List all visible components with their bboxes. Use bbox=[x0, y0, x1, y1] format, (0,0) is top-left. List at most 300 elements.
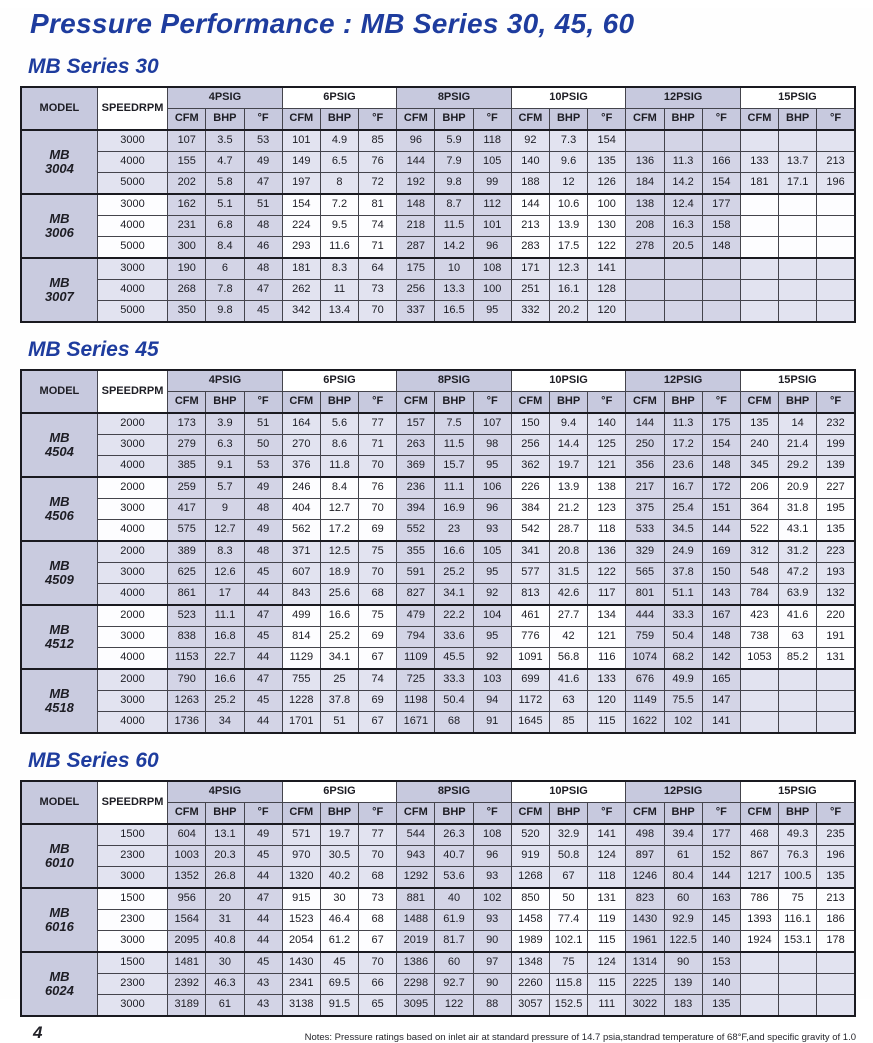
pressure-group-header: 4PSIG bbox=[168, 370, 283, 392]
data-cell: 49.9 bbox=[664, 669, 702, 691]
data-cell: 126 bbox=[588, 173, 626, 195]
data-cell bbox=[740, 237, 778, 259]
data-cell: 8.4 bbox=[206, 237, 244, 259]
data-cell: 268 bbox=[168, 280, 206, 301]
data-cell: 20.5 bbox=[664, 237, 702, 259]
data-cell: 25.2 bbox=[435, 563, 473, 584]
data-cell: 47 bbox=[244, 605, 282, 627]
data-cell: 94 bbox=[473, 691, 511, 712]
table-section bbox=[0, 749, 873, 1017]
data-cell: 162 bbox=[168, 194, 206, 216]
data-cell: 16.1 bbox=[549, 280, 587, 301]
data-cell: 47 bbox=[244, 280, 282, 301]
sub-column-header: CFM bbox=[511, 392, 549, 414]
model-name-line2: 4504 bbox=[44, 444, 74, 459]
data-cell: 95 bbox=[473, 456, 511, 478]
data-cell: 217 bbox=[626, 477, 664, 499]
data-cell: 115 bbox=[588, 712, 626, 734]
data-cell: 7.9 bbox=[435, 152, 473, 173]
data-cell: 123 bbox=[588, 499, 626, 520]
data-cell: 1228 bbox=[282, 691, 320, 712]
data-cell: 53.6 bbox=[435, 867, 473, 889]
footer-notes: Notes: Pressure ratings based on inlet air at standard pressure of 14.7 psia,standrad temperature of 68°F,and specific gravity of 1.0 bbox=[304, 1032, 856, 1043]
data-cell: 155 bbox=[168, 152, 206, 173]
data-cell: 9.4 bbox=[549, 413, 587, 435]
data-cell bbox=[702, 130, 740, 152]
data-cell bbox=[779, 952, 817, 974]
data-cell bbox=[817, 130, 855, 152]
data-cell: 191 bbox=[817, 627, 855, 648]
data-cell: 49 bbox=[244, 477, 282, 499]
data-cell: 75.5 bbox=[664, 691, 702, 712]
data-cell: 85 bbox=[549, 712, 587, 734]
data-cell: 90 bbox=[473, 931, 511, 953]
data-cell: 102 bbox=[473, 888, 511, 910]
sub-column-header: CFM bbox=[168, 109, 206, 131]
sub-column-header: BHP bbox=[664, 109, 702, 131]
data-cell: 142 bbox=[702, 648, 740, 670]
data-cell: 74 bbox=[359, 216, 397, 237]
data-cell: 76 bbox=[359, 477, 397, 499]
data-cell: 130 bbox=[588, 216, 626, 237]
data-cell: 152 bbox=[702, 846, 740, 867]
data-cell: 838 bbox=[168, 627, 206, 648]
data-cell: 75 bbox=[359, 605, 397, 627]
data-cell: 73 bbox=[359, 280, 397, 301]
data-cell: 92 bbox=[473, 584, 511, 606]
data-cell: 369 bbox=[397, 456, 435, 478]
sub-column-header: BHP bbox=[435, 109, 473, 131]
data-cell bbox=[817, 194, 855, 216]
data-cell bbox=[779, 712, 817, 734]
model-name-line2: 6010 bbox=[44, 855, 74, 870]
data-cell: 7.8 bbox=[206, 280, 244, 301]
data-cell: 97 bbox=[473, 952, 511, 974]
data-cell bbox=[740, 280, 778, 301]
data-cell: 67 bbox=[359, 648, 397, 670]
data-cell: 50 bbox=[549, 888, 587, 910]
data-cell: 1292 bbox=[397, 867, 435, 889]
data-cell: 101 bbox=[282, 130, 320, 152]
data-cell: 3.9 bbox=[206, 413, 244, 435]
data-cell: 1268 bbox=[511, 867, 549, 889]
data-cell: 44 bbox=[244, 931, 282, 953]
data-cell: 132 bbox=[817, 584, 855, 606]
data-cell: 144 bbox=[702, 867, 740, 889]
rpm-cell: 4000 bbox=[97, 520, 167, 542]
data-cell: 394 bbox=[397, 499, 435, 520]
data-cell bbox=[740, 974, 778, 995]
data-cell: 44 bbox=[244, 584, 282, 606]
data-cell: 522 bbox=[740, 520, 778, 542]
sub-column-header: BHP bbox=[320, 109, 358, 131]
data-cell: 897 bbox=[626, 846, 664, 867]
data-cell: 1314 bbox=[626, 952, 664, 974]
model-column-header: MODEL bbox=[21, 781, 97, 824]
data-cell bbox=[779, 691, 817, 712]
pressure-group-header: 12PSIG bbox=[626, 781, 741, 803]
data-cell bbox=[702, 258, 740, 280]
data-cell: 173 bbox=[168, 413, 206, 435]
data-cell: 95 bbox=[473, 563, 511, 584]
data-cell: 332 bbox=[511, 301, 549, 323]
rpm-cell: 3000 bbox=[97, 258, 167, 280]
data-cell: 45 bbox=[320, 952, 358, 974]
data-cell: 135 bbox=[817, 520, 855, 542]
data-cell: 25.6 bbox=[320, 584, 358, 606]
data-cell: 136 bbox=[626, 152, 664, 173]
model-name-line2: 4512 bbox=[44, 636, 74, 651]
data-cell bbox=[779, 280, 817, 301]
data-cell: 128 bbox=[588, 280, 626, 301]
data-cell: 31.8 bbox=[779, 499, 817, 520]
data-cell: 9.1 bbox=[206, 456, 244, 478]
data-cell: 12.7 bbox=[206, 520, 244, 542]
data-cell: 68 bbox=[359, 584, 397, 606]
data-cell: 61 bbox=[206, 995, 244, 1017]
data-cell: 17.1 bbox=[779, 173, 817, 195]
data-cell: 1386 bbox=[397, 952, 435, 974]
data-cell: 61.2 bbox=[320, 931, 358, 953]
data-cell: 40.8 bbox=[206, 931, 244, 953]
data-cell: 7.3 bbox=[549, 130, 587, 152]
data-cell: 158 bbox=[702, 216, 740, 237]
data-cell bbox=[779, 130, 817, 152]
data-cell: 11.3 bbox=[664, 152, 702, 173]
data-cell: 843 bbox=[282, 584, 320, 606]
data-cell: 31.5 bbox=[549, 563, 587, 584]
data-cell bbox=[817, 712, 855, 734]
data-cell: 43 bbox=[244, 995, 282, 1017]
data-cell: 9.6 bbox=[549, 152, 587, 173]
data-cell: 40.7 bbox=[435, 846, 473, 867]
data-cell: 60 bbox=[435, 952, 473, 974]
sub-column-header: °F bbox=[359, 109, 397, 131]
data-cell: 141 bbox=[702, 712, 740, 734]
model-cell bbox=[21, 194, 97, 258]
data-cell: 50 bbox=[244, 435, 282, 456]
data-cell: 1924 bbox=[740, 931, 778, 953]
data-cell: 183 bbox=[664, 995, 702, 1017]
rpm-cell: 2000 bbox=[97, 413, 167, 435]
data-cell: 11.5 bbox=[435, 216, 473, 237]
model-cell bbox=[21, 824, 97, 888]
model-name-line2: 3004 bbox=[44, 161, 74, 176]
data-cell: 96 bbox=[473, 846, 511, 867]
data-cell: 63 bbox=[779, 627, 817, 648]
data-cell: 8.3 bbox=[320, 258, 358, 280]
speed-label-line1: SPEED bbox=[101, 795, 139, 808]
data-cell: 133 bbox=[588, 669, 626, 691]
model-name-line1: MB bbox=[49, 969, 70, 985]
sub-column-header: BHP bbox=[206, 392, 244, 414]
data-cell: 13.3 bbox=[435, 280, 473, 301]
data-cell: 350 bbox=[168, 301, 206, 323]
data-cell: 300 bbox=[168, 237, 206, 259]
sections bbox=[0, 55, 873, 1017]
sub-column-header: CFM bbox=[626, 392, 664, 414]
rpm-cell: 1500 bbox=[97, 888, 167, 910]
rpm-cell: 2000 bbox=[97, 669, 167, 691]
model-name-line1: MB bbox=[49, 275, 70, 291]
data-cell: 98 bbox=[473, 435, 511, 456]
data-cell: 1481 bbox=[168, 952, 206, 974]
data-cell: 148 bbox=[702, 627, 740, 648]
page-title: Pressure Performance : MB Series 30, 45, 60 bbox=[30, 8, 635, 39]
pressure-group-header: 8PSIG bbox=[397, 87, 512, 109]
sub-column-header: CFM bbox=[626, 109, 664, 131]
data-cell: 153.1 bbox=[779, 931, 817, 953]
data-cell: 102.1 bbox=[549, 931, 587, 953]
model-cell bbox=[21, 258, 97, 322]
data-cell: 250 bbox=[626, 435, 664, 456]
data-cell: 12.5 bbox=[320, 541, 358, 563]
data-cell: 91.5 bbox=[320, 995, 358, 1017]
data-cell: 145 bbox=[702, 910, 740, 931]
data-cell: 16.3 bbox=[664, 216, 702, 237]
data-cell: 68.2 bbox=[664, 648, 702, 670]
data-cell: 404 bbox=[282, 499, 320, 520]
rpm-cell: 3000 bbox=[97, 627, 167, 648]
data-cell bbox=[779, 194, 817, 216]
data-cell bbox=[740, 130, 778, 152]
data-cell: 6.5 bbox=[320, 152, 358, 173]
data-cell: 69 bbox=[359, 691, 397, 712]
pressure-group-header: 10PSIG bbox=[511, 781, 626, 803]
data-cell: 548 bbox=[740, 563, 778, 584]
pressure-group-header: 4PSIG bbox=[168, 781, 283, 803]
rpm-cell: 2000 bbox=[97, 541, 167, 563]
data-cell: 544 bbox=[397, 824, 435, 846]
data-cell: 193 bbox=[817, 563, 855, 584]
data-cell: 738 bbox=[740, 627, 778, 648]
speed-column-header bbox=[97, 370, 167, 413]
data-cell: 190 bbox=[168, 258, 206, 280]
data-cell: 6.3 bbox=[206, 435, 244, 456]
data-cell: 51.1 bbox=[664, 584, 702, 606]
data-cell: 122.5 bbox=[664, 931, 702, 953]
data-cell: 46.3 bbox=[206, 974, 244, 995]
data-cell: 11.5 bbox=[435, 435, 473, 456]
data-cell: 827 bbox=[397, 584, 435, 606]
data-cell: 103 bbox=[473, 669, 511, 691]
data-cell: 92.9 bbox=[664, 910, 702, 931]
data-cell: 67 bbox=[359, 712, 397, 734]
data-cell: 68 bbox=[359, 910, 397, 931]
data-cell: 76 bbox=[359, 152, 397, 173]
speed-label-line2: RPM bbox=[138, 795, 164, 808]
data-cell: 2095 bbox=[168, 931, 206, 953]
data-cell: 131 bbox=[817, 648, 855, 670]
model-name-line2: 3007 bbox=[44, 289, 74, 304]
data-cell: 417 bbox=[168, 499, 206, 520]
sub-column-header: BHP bbox=[549, 392, 587, 414]
data-cell: 69 bbox=[359, 627, 397, 648]
data-cell: 385 bbox=[168, 456, 206, 478]
data-cell: 76.3 bbox=[779, 846, 817, 867]
data-cell: 85.2 bbox=[779, 648, 817, 670]
data-cell bbox=[626, 301, 664, 323]
sub-column-header: BHP bbox=[320, 392, 358, 414]
sub-column-header: CFM bbox=[511, 803, 549, 825]
rpm-cell: 5000 bbox=[97, 173, 167, 195]
data-cell: 2392 bbox=[168, 974, 206, 995]
data-cell: 44 bbox=[244, 712, 282, 734]
data-cell: 75 bbox=[359, 541, 397, 563]
data-cell: 120 bbox=[588, 301, 626, 323]
data-cell: 17.2 bbox=[320, 520, 358, 542]
data-cell: 14 bbox=[779, 413, 817, 435]
data-cell: 814 bbox=[282, 627, 320, 648]
sub-column-header: BHP bbox=[664, 803, 702, 825]
data-cell: 105 bbox=[473, 152, 511, 173]
data-cell: 9 bbox=[206, 499, 244, 520]
data-cell: 124 bbox=[588, 952, 626, 974]
data-cell: 141 bbox=[588, 258, 626, 280]
data-cell: 861 bbox=[168, 584, 206, 606]
data-cell: 93 bbox=[473, 910, 511, 931]
data-cell: 48 bbox=[244, 216, 282, 237]
data-cell: 823 bbox=[626, 888, 664, 910]
data-cell: 32.9 bbox=[549, 824, 587, 846]
data-cell: 10.6 bbox=[549, 194, 587, 216]
data-cell: 364 bbox=[740, 499, 778, 520]
sub-column-header: °F bbox=[702, 803, 740, 825]
data-cell: 48 bbox=[244, 499, 282, 520]
data-cell: 13.1 bbox=[206, 824, 244, 846]
data-cell bbox=[664, 130, 702, 152]
sub-column-header: BHP bbox=[549, 109, 587, 131]
sub-column-header: CFM bbox=[282, 803, 320, 825]
data-cell: 604 bbox=[168, 824, 206, 846]
data-cell bbox=[817, 237, 855, 259]
data-cell bbox=[817, 669, 855, 691]
data-cell: 479 bbox=[397, 605, 435, 627]
data-cell: 14.4 bbox=[549, 435, 587, 456]
data-cell: 256 bbox=[397, 280, 435, 301]
table-section bbox=[0, 55, 873, 323]
sub-column-header: °F bbox=[817, 109, 855, 131]
data-cell: 1053 bbox=[740, 648, 778, 670]
data-cell: 93 bbox=[473, 520, 511, 542]
data-cell: 12 bbox=[549, 173, 587, 195]
data-cell: 1523 bbox=[282, 910, 320, 931]
data-cell: 42 bbox=[549, 627, 587, 648]
sub-column-header: CFM bbox=[282, 392, 320, 414]
data-cell: 20 bbox=[206, 888, 244, 910]
sub-column-header: °F bbox=[817, 392, 855, 414]
speed-column-header bbox=[97, 781, 167, 824]
speed-label-line1: SPEED bbox=[101, 101, 139, 114]
data-cell: 2341 bbox=[282, 974, 320, 995]
data-cell: 22.7 bbox=[206, 648, 244, 670]
data-cell: 150 bbox=[702, 563, 740, 584]
model-name-line1: MB bbox=[49, 430, 70, 446]
data-cell: 1172 bbox=[511, 691, 549, 712]
data-cell: 607 bbox=[282, 563, 320, 584]
sub-column-header: CFM bbox=[168, 803, 206, 825]
data-cell: 149 bbox=[282, 152, 320, 173]
data-cell: 231 bbox=[168, 216, 206, 237]
data-cell: 46 bbox=[244, 237, 282, 259]
catalog-page bbox=[0, 8, 873, 1043]
data-cell: 8.7 bbox=[435, 194, 473, 216]
rpm-cell: 3000 bbox=[97, 563, 167, 584]
data-cell: 218 bbox=[397, 216, 435, 237]
data-cell bbox=[740, 952, 778, 974]
data-cell: 34 bbox=[206, 712, 244, 734]
data-cell: 2019 bbox=[397, 931, 435, 953]
data-cell: 23 bbox=[435, 520, 473, 542]
data-cell: 44 bbox=[244, 910, 282, 931]
data-cell bbox=[817, 216, 855, 237]
data-cell: 63.9 bbox=[779, 584, 817, 606]
data-cell: 51 bbox=[244, 413, 282, 435]
sub-column-header: °F bbox=[473, 109, 511, 131]
sub-column-header: °F bbox=[702, 392, 740, 414]
data-cell: 10 bbox=[435, 258, 473, 280]
data-cell: 186 bbox=[817, 910, 855, 931]
data-cell: 112 bbox=[473, 194, 511, 216]
data-cell: 108 bbox=[473, 258, 511, 280]
data-cell: 8 bbox=[320, 173, 358, 195]
data-cell: 65 bbox=[359, 995, 397, 1017]
data-cell: 141 bbox=[588, 824, 626, 846]
data-cell: 1246 bbox=[626, 867, 664, 889]
performance-table bbox=[20, 780, 856, 1017]
sub-column-header: CFM bbox=[740, 803, 778, 825]
sub-column-header: °F bbox=[702, 109, 740, 131]
data-cell: 45 bbox=[244, 563, 282, 584]
data-cell: 20.9 bbox=[779, 477, 817, 499]
data-cell: 577 bbox=[511, 563, 549, 584]
data-cell: 70 bbox=[359, 456, 397, 478]
data-cell: 91 bbox=[473, 712, 511, 734]
data-cell: 1003 bbox=[168, 846, 206, 867]
data-cell: 45 bbox=[244, 691, 282, 712]
data-cell: 67 bbox=[549, 867, 587, 889]
data-cell: 181 bbox=[282, 258, 320, 280]
rpm-cell: 3000 bbox=[97, 995, 167, 1017]
data-cell: 813 bbox=[511, 584, 549, 606]
data-cell: 498 bbox=[626, 824, 664, 846]
data-cell: 251 bbox=[511, 280, 549, 301]
data-cell: 48 bbox=[244, 541, 282, 563]
data-cell: 92.7 bbox=[435, 974, 473, 995]
model-column-header: MODEL bbox=[21, 370, 97, 413]
data-cell: 115.8 bbox=[549, 974, 587, 995]
data-cell: 1458 bbox=[511, 910, 549, 931]
data-cell: 3189 bbox=[168, 995, 206, 1017]
pressure-group-header: 6PSIG bbox=[282, 370, 397, 392]
data-cell: 562 bbox=[282, 520, 320, 542]
data-cell: 64 bbox=[359, 258, 397, 280]
data-cell: 138 bbox=[588, 477, 626, 499]
data-cell: 227 bbox=[817, 477, 855, 499]
data-cell bbox=[702, 280, 740, 301]
data-cell: 461 bbox=[511, 605, 549, 627]
data-cell: 100.5 bbox=[779, 867, 817, 889]
data-cell: 134 bbox=[588, 605, 626, 627]
data-cell: 1348 bbox=[511, 952, 549, 974]
data-cell: 2225 bbox=[626, 974, 664, 995]
data-cell: 943 bbox=[397, 846, 435, 867]
data-cell: 8.4 bbox=[320, 477, 358, 499]
pressure-group-header: 6PSIG bbox=[282, 781, 397, 803]
model-name-line2: 4518 bbox=[44, 700, 74, 715]
data-cell: 73 bbox=[359, 888, 397, 910]
data-cell: 25.4 bbox=[664, 499, 702, 520]
